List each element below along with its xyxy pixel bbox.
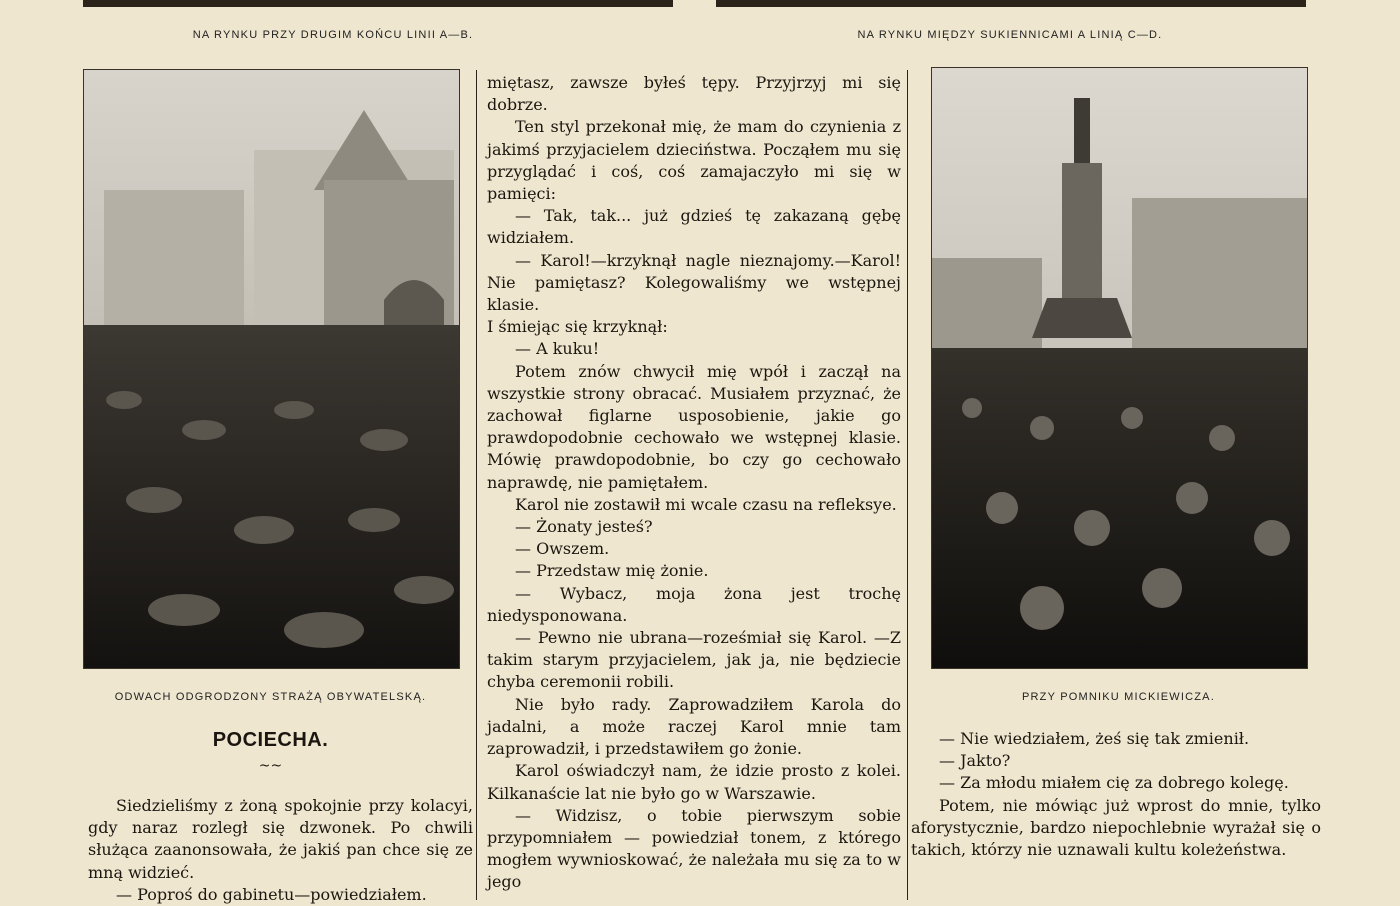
middle-paragraph: — A kuku!: [515, 339, 600, 359]
photo-guardhouse-crowd: [83, 69, 460, 669]
caption-top-left: NA RYNKU PRZY DRUGIM KOŃCU LINII A—B.: [192, 29, 474, 41]
middle-paragraph: — Tak, tak... już gdzieś tę zakazaną gębę widziałem.: [487, 206, 901, 248]
middle-paragraph: — Karol!—krzyknął nagle nieznajomy.—Karol! Nie pamiętasz? Kolegowaliśmy we wstępnej klasie.: [487, 250, 901, 315]
middle-paragraph: — Pewno nie ubrana—roześmiał się Karol. —Z takim starym przyjacielem, jak ja, nie będziecie chyba ceremonii robili.: [487, 628, 901, 692]
caption-photo-right: PRZY POMNIKU MICKIEWICZA.: [1022, 691, 1215, 703]
right-paragraph: — Jakto?: [939, 751, 1011, 771]
right-paragraph: — Nie wiedziałem, żeś się tak zmienił.: [939, 729, 1250, 748]
middle-paragraph: miętasz, zawsze byłeś tępy. Przyjrzyj mi się dobrze.: [487, 73, 901, 115]
article-middle-column: [487, 72, 901, 894]
left-paragraph: Siedzieliśmy z żoną spokojnie przy kolacyi, gdy naraz rozległ się dzwonek. Po chwili służąca zaanonsowała, że jakiś pan chce się ze mną widzieć.: [88, 796, 473, 882]
top-right-photo-edge: [716, 0, 1306, 7]
right-paragraph: Potem, nie mówiąc już wprost do mnie, tylko aforystycznie, bardzo niepochlebnie wyrażał się o takich, którzy nie uznawali kultu koleżeństwa.: [911, 795, 1321, 860]
caption-photo-left: ODWACH ODGRODZONY STRAŻĄ OBYWATELSKĄ.: [114, 691, 427, 703]
article-right-column: [911, 728, 1321, 861]
middle-paragraph: Nie było rady. Zaprowadziłem Karola do jadalni, a może raczej Karol mnie tam zaprowadził, i przedstawiłem go żonie.: [487, 694, 901, 759]
middle-paragraph: — Wybacz, moja żona jest trochę niedysponowana.: [487, 583, 901, 625]
photo-guardhouse-image: [84, 70, 459, 668]
middle-paragraph: — Owszem.: [515, 539, 610, 559]
middle-paragraph: — Widzisz, o tobie pierwszym sobie przypomniałem — powiedział tonem, z którego mogłem wywnioskować, że należała mu się za to w jego: [487, 805, 901, 892]
middle-paragraph: — Żonaty jesteś?: [515, 517, 653, 537]
right-paragraph: — Za młodu miałem cię za dobrego kolegę.: [939, 773, 1289, 793]
top-left-photo-edge: [83, 0, 673, 7]
middle-paragraph: Potem znów chwycił mię wpół i zaczął na wszystkie strony obracać. Musiałem przyznać, że zachował figlarne usposobienie, jakie go prawdopodobnie cechowało we wstępnej klasie. Mówię prawdopodobnie, bo czy go cechowało naprawdę, nie pamiętałem.: [487, 361, 901, 492]
caption-top-right: NA RYNKU MIĘDZY SUKIENNICAMI A LINIĄ C—D.: [857, 29, 1163, 41]
photo-mickiewicz-monument: [931, 67, 1308, 669]
middle-paragraph: — Przedstaw mię żonie.: [515, 561, 709, 581]
middle-paragraph: Karol nie zostawił mi wcale czasu na refleksye.: [515, 494, 897, 514]
middle-paragraph: Karol oświadczył nam, że idzie prosto z kolei. Kilkanaście lat nie było go w Warszawie.: [487, 761, 901, 803]
middle-paragraph: Ten styl przekonał mię, że mam do czynienia z jakimś przyjacielem dzieciństwa. Począłem mu się przyglądać i coś, coś zamajaczyło mi się w pamięci:: [487, 117, 901, 204]
column-rule-left: [476, 70, 477, 900]
column-rule-right: [907, 70, 908, 900]
middle-paragraph: I śmiejąc się krzyknął:: [487, 317, 668, 337]
photo-monument-image: [932, 68, 1307, 668]
title-ornament: ~~: [258, 758, 283, 774]
article-left-column: [88, 795, 473, 906]
article-title: POCIECHA.: [212, 729, 329, 751]
left-paragraph: — Poproś do gabinetu—powiedziałem.: [116, 884, 427, 904]
